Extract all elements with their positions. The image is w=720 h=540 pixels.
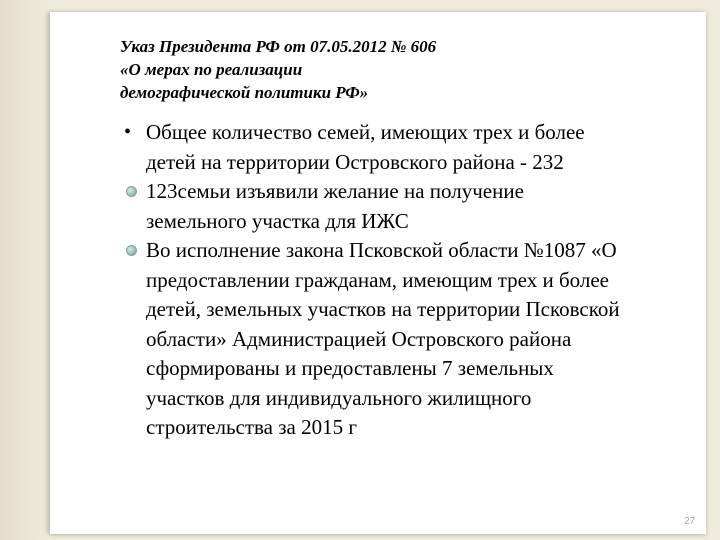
bullet-text-line: детей на территории Островского района - 232 xyxy=(146,149,564,174)
bullet-text-line: Общее количество семей, имеющих трех и более xyxy=(146,120,585,144)
bullet-text-line: участков для индивидуального жилищного xyxy=(146,385,532,410)
bullet-text-line: Во исполнение закона Псковской области №1087 «О xyxy=(146,238,617,262)
title-line-decree: Указ Президента РФ от 07.05.2012 № 606 xyxy=(120,37,437,56)
title-line-measures: «О мерах по реализации xyxy=(120,60,303,79)
bullet-text-line: области» Администрацией Островского района xyxy=(146,326,572,351)
title-line-policy: демографической политики РФ» xyxy=(120,83,369,102)
bullet-text-line: предоставлении гражданам, имеющим трех и более xyxy=(146,267,609,292)
bullet-list xyxy=(0,118,720,443)
slide-title xyxy=(120,35,640,104)
bullet-text-line: строительства за 2015 г xyxy=(146,415,357,439)
bullet-item-families xyxy=(0,118,706,177)
slide-number: 27 xyxy=(684,516,696,527)
bullet-item-law-execution xyxy=(0,236,706,443)
bullet-text-line: земельного участка для ИЖС xyxy=(146,208,409,233)
bullet-text-line: 123семьи изъявили желание на получение xyxy=(146,179,524,203)
bullet-item-applications xyxy=(0,177,706,236)
bullet-ring-icon xyxy=(126,245,137,256)
bullet-ring-icon xyxy=(126,186,137,197)
bullet-text-line: сформированы и предоставлены 7 земельных xyxy=(146,356,554,380)
bullet-text-line: детей, земельных участков на территории Псковской xyxy=(146,297,620,321)
bullet-dot-icon: • xyxy=(124,121,132,143)
